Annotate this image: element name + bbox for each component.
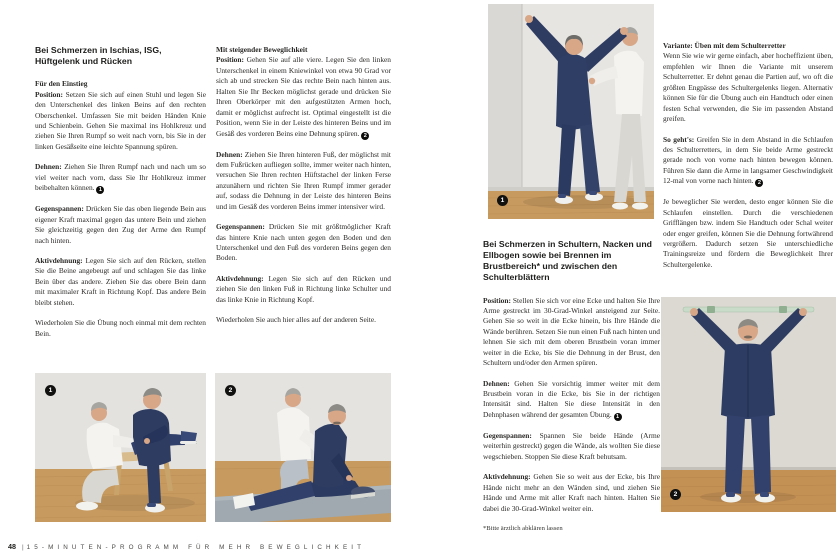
paragraph xyxy=(216,315,391,325)
photo-corner-stretch xyxy=(488,4,654,219)
footer-separator: | xyxy=(22,544,24,551)
runin-label: Aktivdehnung: xyxy=(483,472,531,482)
paragraph xyxy=(216,274,391,305)
runin-label: Gegenspannen: xyxy=(35,204,84,214)
subheading-variante: Variante: Üben mit dem Schulterretter xyxy=(663,41,786,50)
right-column-variant xyxy=(663,41,833,270)
photo-step-badge: 1 xyxy=(497,195,508,206)
paragraph-text: Je beweglicher Sie werden, desto enger können Sie die Schlaufen einstellen. Durch die verschiedenen Grifflängen bzw. indem Sie Handtuch oder Schal weiter oder enger greifen, können Sie die Dehnung fortwährend vergrößern. Dadurch setzen Sie unterschiedliche Trainingsreize und fördern die Beweglichkeit Ihrer Schultergelenke. xyxy=(663,197,833,269)
photo-lunge-stretch xyxy=(215,373,391,522)
photo-chair-stretch-illustration xyxy=(35,373,206,522)
photo-chair-stretch xyxy=(35,373,206,522)
runin-label: Dehnen: xyxy=(216,149,243,159)
runin-label: Aktivdehnung: xyxy=(216,273,264,283)
runin-label: Gegenspannen: xyxy=(216,222,265,232)
left-column-1 xyxy=(35,45,206,339)
paragraph xyxy=(35,204,206,246)
page-number: 48 xyxy=(8,542,16,551)
paragraph-text: Gehen Sie vorsichtig immer weiter mit dem Brustbein voran in die Ecke, bis Sie in der richtigen Intensität sind. Halten Sie diese Intensität in den Dehnphasen während der gesamten Übung. xyxy=(483,378,660,419)
photo-shoulder-strap-illustration xyxy=(661,297,836,512)
runin-label: Dehnen: xyxy=(35,162,62,172)
runin-label: Position: xyxy=(35,89,63,99)
paragraph xyxy=(483,472,660,514)
paragraph-text: Wiederholen Sie die Übung noch einmal mit dem rechten Bein. xyxy=(35,318,206,338)
paragraph xyxy=(483,379,660,421)
paragraph-text: Setzen Sie sich auf einen Stuhl und legen Sie den Unterschenkel des linken Beins auf den rechten Oberschenkel. Umfassen Sie mit beiden Händen Knie und Schienbein. Gehen Sie maximal ins Hohlkreuz und ziehen Sie Ihren Rumpf so weit nach vorn, bis Sie in der linken Gesäßseite eine leichte Spannung spüren. xyxy=(35,89,206,151)
paragraph xyxy=(216,222,391,264)
paragraph xyxy=(483,296,660,369)
running-title: 15-MINUTEN-PROGRAMM FÜR MEHR BEWEGLICHKEIT xyxy=(26,544,366,551)
step-badge-icon: 1 xyxy=(96,186,104,194)
page-footer xyxy=(8,542,365,551)
paragraph xyxy=(663,197,833,270)
runin-label: Dehnen: xyxy=(483,378,510,388)
left-column-2 xyxy=(216,45,391,326)
section-heading-hip: Bei Schmerzen in Ischias, ISG, Hüftgelenk und Rücken xyxy=(35,45,162,67)
paragraph-text: Drücken Sie das oben liegende Bein aus eigener Kraft maximal gegen das untere Bein und ziehen Sie gleichzeitig gegen den Zug der Arme den Rumpf nach hinten. xyxy=(35,204,206,245)
runin-label: Position: xyxy=(216,55,244,65)
photo-step-badge: 2 xyxy=(670,489,681,500)
paragraph-text: Ziehen Sie Ihren Rumpf nach und nach um so viel weiter nach vorn, dass Sie Ihr Hohlkreuz immer beibehalten können. xyxy=(35,162,206,193)
runin-label: Gegenspannen: xyxy=(483,430,532,440)
paragraph xyxy=(663,135,833,188)
section-heading-shoulder: Bei Schmerzen in Schultern, Nacken und Ellbogen sowie bei Brennen im Brustbereich* und zwischen den Schulterblättern xyxy=(483,239,652,283)
step-badge-icon: 2 xyxy=(361,132,369,140)
paragraph-text: Stellen Sie sich vor eine Ecke und halten Sie Ihre Arme gestreckt im 30-Grad-Winkel ansteigend zur Seite. Gehen Sie so weit in die Ecke hinein, bis Ihre Hände die Wände berühren. Setzen Sie nun einen Fuß nach hinten und lehnen Sie sich mit dem oberen Brustbein voran immer weiter in die Ecke, bis Sie die Dehnung in der Brust, den Schultern und/oder den Armen spüren. xyxy=(483,295,660,368)
runin-label: Aktivdehnung: xyxy=(35,255,83,265)
paragraph xyxy=(216,55,391,139)
subheading-einstieg: Für den Einstieg xyxy=(35,79,88,89)
paragraph xyxy=(663,51,833,124)
paragraph xyxy=(35,318,206,339)
paragraph-text: Gehen Sie auf alle viere. Legen Sie den linken Unterschenkel in einem Kniewinkel von etwa 90 Grad vor sich ab und strecken Sie das rechte Bein nach hinten aus. Halten Sie Ihr Becken möglichst gerade und drücken Sie Ihren Oberkörper mit den aufgestützten Armen hoch, damit er möglichst aufrecht ist. Optimal eingestellt ist die Position, wenn Sie in der Leiste des hinteren Beins und im Gesäß des vorderen Beins eine Dehnung spüren. xyxy=(216,55,391,138)
step-badge-icon: 2 xyxy=(755,179,763,187)
paragraph xyxy=(35,162,206,194)
paragraph-text: Gehen Sie so weit aus der Ecke, bis Ihre Hände nicht mehr an den Wänden sind, und ziehen Sie Hände und Arme mit aller Kraft nach hinten. Halten Sie dabei die 30-Grad-Winkel weiter ein. xyxy=(483,472,660,513)
paragraph-text: Spannen Sie beide Hände (Arme weiterhin gestreckt) gegen die Wände, als wollten Sie diese wegschieben. Stoppen Sie diese Kraft behutsam. xyxy=(483,430,660,461)
step-badge-icon: 1 xyxy=(614,413,622,421)
paragraph-text: Drücken Sie mit größtmöglicher Kraft das hintere Knie nach unten gegen den Boden und den Unterschenkel und den Fuß des vorderen Beins gegen den Boden. xyxy=(216,222,391,263)
paragraph xyxy=(35,90,206,153)
paragraph-text: Legen Sie sich auf den Rücken und ziehen Sie den linken Fuß in Richtung linke Schulter und das linke Knie in Richtung Kopf. xyxy=(216,273,391,304)
paragraph-text: Wiederholen Sie auch hier alles auf der anderen Seite. xyxy=(216,315,376,325)
subheading-beweglichkeit: Mit steigender Beweglichkeit xyxy=(216,45,308,54)
right-column-mid xyxy=(483,239,660,533)
paragraph xyxy=(483,431,660,462)
photo-step-badge: 2 xyxy=(225,385,236,396)
runin-label: Position: xyxy=(483,295,511,305)
paragraph-text: Greifen Sie in dem Abstand in die Schlaufen des Schulterretters, in dem Sie beide Arme gestreckt gerade noch von vorne nach hinten bewegen können. Führen Sie dann die Arme in langsamer Geschwindigkeit 12-mal von vorne nach hinten. xyxy=(663,134,833,186)
paragraph-text: Wenn Sie wie wir gerne einfach, aber hocheffizient üben, empfehlen wir Ihnen die Variante mit unserem Schulterretter. Er dehnt genau die Partien auf, wo oft die größten Engpässe des Schultergelenks liegen. Alternativ können Sie für die Übung auch ein Handtuch oder einen festen Schal verwenden, die Sie im passenden Abstand greifen. xyxy=(663,51,833,124)
paragraph xyxy=(35,256,206,308)
paragraph xyxy=(216,150,391,213)
photo-corner-stretch-illustration xyxy=(488,4,654,219)
paragraph-text: Legen Sie sich auf den Rücken, stellen Sie die Beine angebeugt auf und schlagen Sie das linke Bein über das andere. Ziehen Sie das obere Bein dann mit maximaler Kraft in Richtung Kopf. Das andere Bein bleibt stehen. xyxy=(35,255,206,307)
medical-footnote: *Bitte ärztlich abklären lassen xyxy=(483,524,563,532)
photo-shoulder-strap xyxy=(661,297,836,512)
photo-step-badge: 1 xyxy=(45,385,56,396)
runin-label: So geht's: xyxy=(663,134,695,144)
paragraph-text: Ziehen Sie Ihren hinteren Fuß, der möglichst mit dem Fußrücken aufliegen sollte, immer weiter nach hinten, versuchen Sie Ihren rechten Hüftstachel der linken Ferse anzunähern und richten Sie Ihren Rumpf immer gerader auf, sodass die Dehnung in der Leiste des hinteren Beins und im Gesäß des vorderen Beins immer intensiver wird. xyxy=(216,149,391,211)
photo-lunge-stretch-illustration xyxy=(215,373,391,522)
